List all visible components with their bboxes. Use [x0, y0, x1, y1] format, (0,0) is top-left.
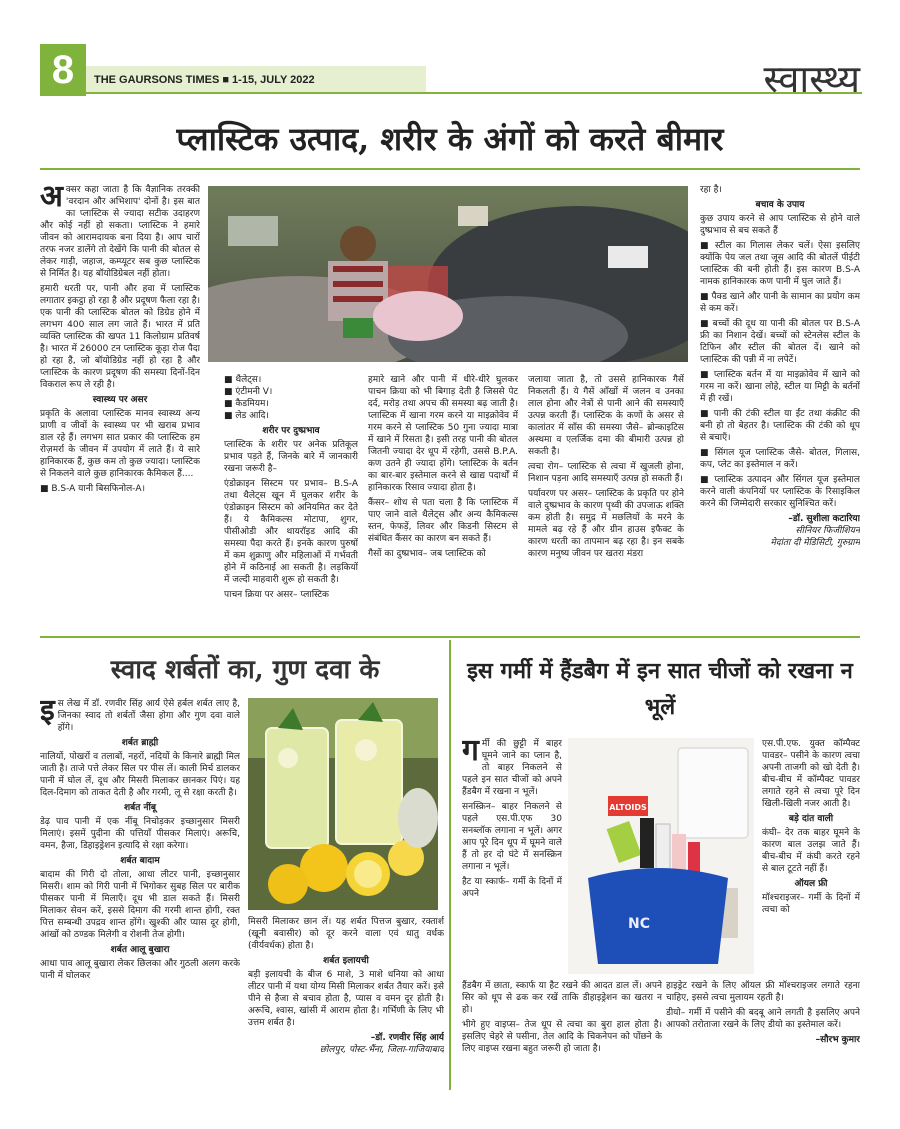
bag-label: NC [628, 916, 650, 932]
article1-col4 [528, 374, 684, 624]
subheading: स्वास्थ्य पर असर [92, 395, 148, 405]
paragraph: ■ बच्चों की दूध या पानी की बोतल पर B.S-A फ्री का निशान देखें। बच्चों को स्टेनलेस स्टील के टिफिन और स्टील की बोतल दें। खाने को प्लास्टिक की पन्नी में ना लपेटें। [700, 319, 860, 365]
paragraph: पर्यावरण पर असर– प्लास्टिक के प्रकृति पर होने वाले दुष्प्रभाव के कारण पृथ्वी की उपजाऊ शक्ति कम होती है। समुद्र में मछलियों के मरने के मामले बढ़ रहे हैं और ग्रीन हाउस इफैक्ट के कारण धरती का तापमान बढ़ रहा है। इन सबके कारण मनुष्य जीवन पर खतरा मंडरा [528, 489, 684, 559]
article2-col2 [248, 916, 444, 1090]
paragraph: प्लास्टिक के शरीर पर अनेक प्रतिकूल प्रभाव पड़ते हैं, जिनके बारे में जानकारी रखना जरूरी है– [224, 440, 358, 474]
paragraph: हैंडबैग में छाता, स्कार्फ या हैट रखने की आदत डाल लें। अपने सिर को धूप से ढक कर रखें ताकि डीहाइड्रेशन का खतरा न हो। [462, 981, 662, 1015]
article3-headline: इस गर्मी में हैंडबैग में इन सात चीजों को रखना न भूलें [467, 658, 853, 720]
article1-headline: प्लास्टिक उत्पाद, शरीर के अंगों को करते बीमार [40, 110, 860, 170]
paragraph: कैंसर– शोध से पता चला है कि प्लास्टिक में पाए जाने वाले थैलेट्स और अन्य कैमिकल्स स्तन, फेफड़ें, लिवर और किडनी सिस्टम से संबंधित कैंसर का कारण बन सकते हैं। [368, 498, 518, 544]
paragraph: ■ स्टील का गिलास लेकर चलें। ऐसा इसलिए क्योंकि पेय जल तथा जूस आदि की बोतलें पीईटी प्लास्टिक की बनी होती हैं। इस कारण B.S-A नामक हानिकारक कण पानी में घुल जाते हैं। [700, 241, 860, 287]
paragraph: ■ पैक्ड खाने और पानी के सामान का प्रयोग कम से कम करें। [700, 292, 860, 314]
subheading: शर्बत बादाम [120, 856, 160, 866]
handbag-photo [568, 738, 754, 974]
article2-col1 [40, 698, 240, 1088]
subheading: ऑयल फ्री [794, 879, 828, 889]
paragraph: त्वचा रोग– प्लास्टिक से त्वचा में खुजली होना, निशान पड़ना आदि समस्याएँ उत्पन्न हो सकती हैं। [528, 462, 684, 484]
article1-col3 [368, 374, 518, 624]
child-garbage-photo [208, 186, 688, 362]
column-divider [449, 640, 451, 1090]
paragraph: भीगे हुए वाइप्स– तेज धूप से त्वचा का बुरा हाल होता है। इसलिए चेहरे से पसीना, तेल आदि के चिकनेपन को पोंछने के लिए वाइप्स रखना बहुत जरूरी हो जाता है। [462, 1020, 662, 1054]
paragraph: ■ प्लास्टिक उत्पादन और सिंगल यूज इस्तेमाल करने वाली कंपनियों पर प्लास्टिक के रिसाइकिल करने की जिम्मेदारी सरकार सुनिश्चित करें। [700, 475, 860, 509]
subheading: शरीर पर दुष्प्रभाव [262, 426, 320, 436]
paragraph: एंडोक्राइन सिस्टम पर प्रभाव– B.S-A तथा थैलेट्स खून में घुलकर शरीर के एंडोक्राइन सिस्टम को अनियमित कर देते हैं। ये कैमिकल्स मोटापा, शुगर, पीसीओडी और थायरॉइड आदि की समस्या पैदा करते हैं। इनके कारण पुरुषों में कम शुक्राणु और महिलाओं में गर्भवती होने में कठिनाई आ सकती है। लड़कियों में जल्दी माहवारी शुरू हो सकती है। [224, 479, 358, 585]
bullet-list: ■ थैलेट्स। ■ एंटीमनी V। ■ कैडमियम। ■ लेड आदि। [224, 375, 273, 421]
paragraph: ■ B.S-A यानी बिसफिनोल-A। [40, 484, 145, 494]
paragraph: बादाम की गिरी दो तोला, आधा लीटर पानी, इच्छानुसार मिसरी। शाम को गिरी पानी में भिगोकर सुबह सिल पर बारीक पीसकर पानी में मिलाएँ। दूध भी डाल सकते हैं। मिसरी मिलाकर सेवन करें, इससे दिमाग की गरमी शान्त होगी, रक्त पित्त सम्बन्धी उपद्रव शान्त होंगे। खुश्की और प्यास दूर होगी, आंखों को ठण्डक मिलेगी व रोशनी तेज होगी। [40, 870, 240, 940]
paragraph: गैसों का दुष्प्रभाव– जब प्लास्टिक को [368, 549, 486, 559]
paragraph: क्सर कहा जाता है कि वैज्ञानिक तरक्की 'वरदान और अभिशाप' दोनों है। इस बात का प्लास्टिक से ज्यादा सटीक उदाहरण और कोई नहीं हो सकता। प्लास्टिक ने हमारे जीवन को आरामदायक बना दिया है। आप चारों तरफ नजर डालेंगे तो देखेंगे कि पानी की बोतल से लेकर गाड़ी, जहाज, कम्प्यूटर सब कुछ प्लास्टिक से निर्मित है। यह बॉयोडिग्रेबल नहीं होता। [40, 185, 200, 279]
subheading: बड़े दांत वाली [788, 814, 834, 824]
paragraph: कुछ उपाय करने से आप प्लास्टिक से होने वाले दुष्प्रभाव से बच सकते हैं [700, 214, 860, 236]
paragraph: जलाया जाता है, तो उससे हानिकारक गैसें निकलती हैं। ये गैसें आँखों में जलन व उनका लाल होना और नेत्रों से पानी आने की समस्याएँ उत्पन्न करती हैं। प्लास्टिक के कणों के असर से कालांतर में साँस की समस्या जैसे– ब्रोन्काइटिस अस्थमा व एलर्जिक दमा की बीमारी उत्पन्न हो सकती है। [528, 375, 684, 457]
page-number: 8 [40, 44, 86, 96]
section-title: स्वास्थ्य [763, 57, 860, 101]
paragraph: नालियों, पोखरों व तलाबों, नहरों, नदियों के किनारे ब्राह्मी मिल जाती है। ताजे पत्ते लेकर सिल पर पीस लें। काली मिर्च डालकर पानी में घोल लें, दूध और मिसरी मिलाकर छानकर पिएं। यह दिल-दिमाग को ताकत देती है और गरमी, लू से रक्षा करती है। [40, 752, 240, 798]
article1-col5 [700, 184, 860, 624]
paragraph: मॉश्चराइजर– गर्मी के दिनों में त्वचा को [762, 893, 860, 915]
paragraph: र्मी की छुट्टी में बाहर घूमने जाने का प्लान है, तो बाहर निकलने से पहले इन सात चीजों को अपने हैंडबैग में रखना न भूलें। [462, 739, 562, 797]
article1-col1 [40, 184, 200, 624]
article1-col2 [224, 374, 358, 624]
lemonade-photo [248, 698, 438, 910]
paragraph: आधा पाव आलू बुखारा लेकर छिलका और गुठली अलग करके पानी में घोलकर [40, 959, 240, 981]
dropcap: ग [462, 738, 479, 768]
author-place: छोलपुर, पोस्ट-भैंना, जिला-गाजियाबाद [319, 1045, 444, 1055]
paragraph: डीयो– गर्मी में पसीने की बदबू आने लगती है इसलिए अपने आपको तरोताजा रखने के लिए डीयो का इस्तेमाल करें। [666, 1008, 860, 1030]
author-name: –डॉ. रणवीर सिंह आर्य [370, 1033, 444, 1043]
author-affiliation: मेदांता दी मेडिसिटी, गुरुग्राम [770, 538, 860, 548]
paragraph: हाइड्रेट रखने के लिए ऑयल फ्री मॉश्चराइजर लगाते रहना चाहिए, इससे त्वचा मुलायम रहती है। [666, 981, 860, 1003]
paragraph: एस.पी.एफ. युक्त कॉम्पैक्ट पावडर– पसीने के कारण त्वचा अपनी ताजगी को खो देती है। बीच-बीच में कॉम्पैक्ट पावडर लगाते रहने से त्वचा पूरे दिन खिली-खिली नजर आती है। [762, 739, 860, 809]
paragraph: हमारी धरती पर, पानी और हवा में प्लास्टिक लगातार इकट्ठा हो रहा है और प्रदूषण फैला रहा है। एक पानी की प्लास्टिक बोतल को डिग्रेड होने में लगभग 400 साल लग जाते हैं। भारत में प्रति व्यक्ति प्लास्टिक की खपत 11 किलोग्राम प्रतिवर्ष है। भारत में 26000 टन प्लास्टिक कूड़ा रोज पैदा हो रहा है, जो बॉयोडिग्रेड नहीं हो रहा है और प्लास्टिक के कारण प्रदूषण की समस्या दिनों-दिन विकराल रूप ले रही है। [40, 284, 200, 390]
article3-bottom-right [666, 980, 860, 1086]
paragraph: हमारे खाने और पानी में धीरे-धीरे घुलकर पाचन क्रिया को भी बिगाड़ देती है जिससे पेट दर्द, मरोड़ तथा अपच की समस्या बढ़ जाती है। प्लास्टिक में खाना गरम करने या माइक्रोवेव में गरम करने से प्लास्टिक 50 गुना ज्यादा मात्रा में खाने में रिसता है। इसी तरह पानी की बोतल जितनी ज्यादा देर धूप में रहेगी, उससे B.P.A. कण उतने ही ज्यादा होंगे। प्लास्टिक के बर्तन का बार-बार इस्तेमाल करने से खाद्य पदार्थों में हानिकारक रिसाव ज्यादा होता है। [368, 375, 518, 493]
author-name: –डॉ. सुशीला कटारिया [788, 514, 860, 524]
paragraph: ■ प्लास्टिक बर्तन में या माइक्रोवेव में खाने को गरम ना करें। खाना लोहे, स्टील या मिट्टी के बर्तनों में ही रखें। [700, 370, 860, 404]
author-title: सीनियर फिजीशियन [795, 526, 860, 536]
dropcap: अ [40, 184, 63, 214]
article3-bottom-left [462, 980, 662, 1086]
article2-headline: स्वाद शर्बतों का, गुण दवा के [110, 655, 380, 685]
subheading: शर्बत नींबू [124, 803, 156, 813]
masthead: THE GAURSONS TIMES ■ 1-15, JULY 2022 [86, 66, 426, 94]
paragraph: प्रकृति के अलावा प्लास्टिक मानव स्वास्थ्य अन्य प्राणी व जीवों के स्वास्थ्य पर भी खराब प्रभाव डाल रहे हैं। लगभग सात प्रकार की प्लास्टिक हम रोज़मर्रा के जीवन में उपयोग में लाते हैं। ये सारे हानिकारक हैं, कुछ कम तो कुछ ज्यादा। प्लास्टिक से निकलने वाले कुछ हानिकारक कैमिकल हैं.... [40, 409, 200, 479]
altoids-label: ALTOIDS [609, 803, 647, 812]
paragraph: ■ सिंगल यूज प्लास्टिक जैसे- बोतल, गिलास, कप, प्लेट का इस्तेमाल न करें। [700, 448, 860, 470]
article3-col2 [762, 738, 860, 976]
dropcap: इ [40, 698, 55, 728]
subheading: शर्बत इलायची [323, 956, 369, 966]
author-name: –सौरभ कुमार [815, 1035, 860, 1045]
paragraph: कंघी– देर तक बाहर घूमने के कारण बाल उलझ जाते हैं। बीच-बीच में कंघी करते रहने से बाल टूटते नहीं हैं। [762, 828, 860, 874]
paragraph: रहा है। [700, 185, 722, 195]
paragraph: मिसरी मिलाकर छान लें। यह शर्बत पित्तज बुखार, रक्तार्श (खूनी बवासीर) को दूर करने वाला एवं धातु वर्धक (वीर्यवर्धक) होता है। [248, 917, 444, 951]
paragraph: सनस्क्रिन– बाहर निकलने से पहले एस.पी.एफ 30 सनब्लॉक लगाना न भूलें। अगर आप पूरे दिन धूप में घूमने वाले हैं तो हर दो घंटे में सनस्क्रिन लगाना न भूलें। [462, 802, 562, 872]
subheading: शर्बत आलू बुखारा [110, 945, 170, 955]
paragraph: ■ पानी की टंकी स्टील या ईंट तथा कंक्रीट की बनी हो तो बेहतर है। प्लास्टिक की टंकी को धूप से बचाएँ। [700, 409, 860, 443]
paragraph: बड़ी इलायची के बीज 6 माशे, 3 माशे धनिया को आधा लीटर पानी में यथा योग्य मिसी मिलाकर शर्बत तैयार करें। इसे पीने से हैजा से बचाव होता है, प्यास व वमन दूर होती है। अरूचि, श्वास, खांसी में आराम होता है। गर्भिणी के लिए भी उत्तम शर्बत है। [248, 970, 444, 1028]
subheading: शर्बत ब्राह्मी [121, 738, 159, 748]
section-divider [40, 636, 860, 638]
subheading: बचाव के उपाय [755, 200, 805, 210]
paragraph: पाचन क्रिया पर असर– प्लास्टिक [224, 590, 329, 600]
paragraph: डेढ़ पाव पानी में एक नींबू निचोड़कर इच्छानुसार मिसरी मिलाएं। इसमें पुदीना की पत्तियाँ पीसकर मिलाएं। अरूचि, वमन, हैजा, डिहाइड्रेशन इत्यादि से रक्षा करेगा। [40, 817, 240, 851]
paragraph: हैट या स्कार्फ– गर्मी के दिनों में अपने [462, 877, 562, 899]
paragraph: स लेख में डॉ. रणवीर सिंह आर्य ऐसे हर्बल शर्बत लाए है, जिनका स्वाद तो शर्बतों जैसा होगा और गुण दवा वाले होंगे। [57, 699, 240, 733]
article3-col1 [462, 738, 562, 976]
